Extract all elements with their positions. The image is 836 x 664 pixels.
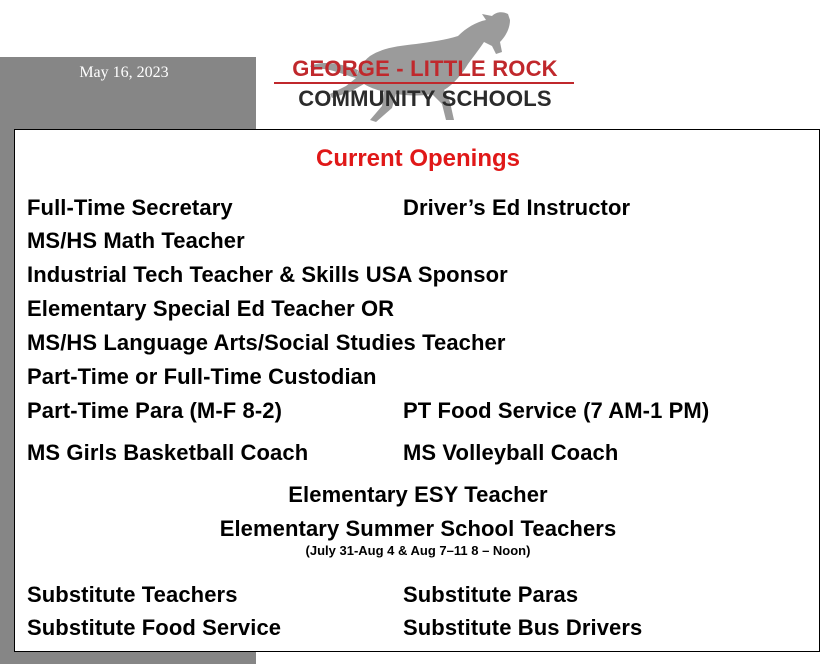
job-substitute-teachers: Substitute Teachers xyxy=(27,582,238,607)
job-basketball-coach: MS Girls Basketball Coach xyxy=(27,440,309,465)
job-esy-teacher: Elementary ESY Teacher xyxy=(288,482,548,507)
job-special-ed: Elementary Special Ed Teacher OR xyxy=(27,296,395,321)
job-full-time-secretary: Full-Time Secretary xyxy=(27,195,233,220)
job-substitute-food-service: Substitute Food Service xyxy=(27,615,282,640)
summer-school-dates: (July 31-Aug 4 & Aug 7–11 8 – Noon) xyxy=(305,543,531,558)
logo-title-line1: GEORGE - LITTLE ROCK xyxy=(292,56,558,81)
logo-divider xyxy=(274,82,574,84)
job-food-service: PT Food Service (7 AM-1 PM) xyxy=(403,398,710,423)
school-logo xyxy=(270,8,580,126)
job-custodian: Part-Time or Full-Time Custodian xyxy=(27,364,377,389)
page-title: Current Openings xyxy=(315,145,520,172)
date-label: May 16, 2023 xyxy=(79,64,169,81)
job-industrial-tech: Industrial Tech Teacher & Skills USA Sponsor xyxy=(27,262,508,287)
job-volleyball-coach: MS Volleyball Coach xyxy=(403,440,619,465)
job-drivers-ed-instructor: Driver’s Ed Instructor xyxy=(403,195,631,220)
job-math-teacher: MS/HS Math Teacher xyxy=(27,228,245,253)
logo-title-line2: COMMUNITY SCHOOLS xyxy=(298,86,552,111)
job-para: Part-Time Para (M-F 8-2) xyxy=(27,398,283,423)
job-substitute-paras: Substitute Paras xyxy=(403,582,579,607)
job-summer-school: Elementary Summer School Teachers xyxy=(219,516,617,541)
job-language-arts: MS/HS Language Arts/Social Studies Teacher xyxy=(27,330,506,355)
job-substitute-bus-drivers: Substitute Bus Drivers xyxy=(403,615,643,640)
